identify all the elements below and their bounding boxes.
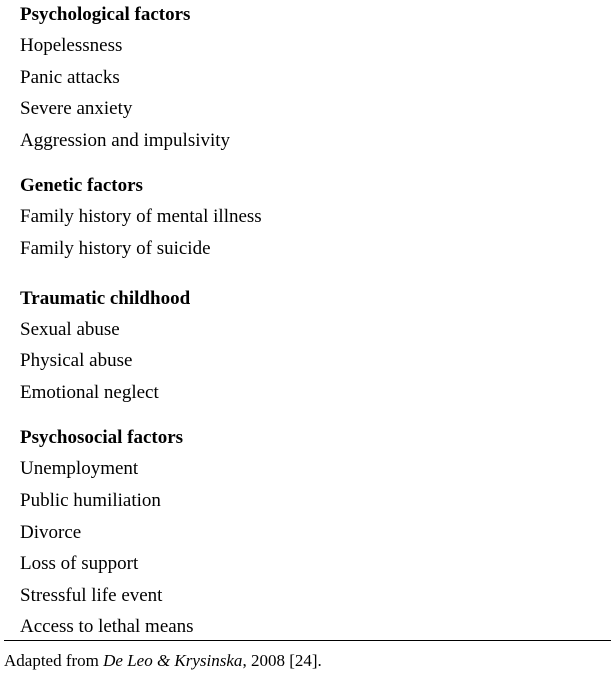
list-item: Stressful life event	[20, 584, 163, 606]
source-note-suffix: , 2008 [24].	[242, 651, 322, 670]
source-note	[4, 650, 322, 672]
list-item: Panic attacks	[20, 66, 120, 88]
group-spacer	[0, 265, 613, 283]
table-bottom-rule	[4, 640, 611, 641]
group-traumatic-childhood	[0, 283, 613, 409]
list-item: Severe anxiety	[20, 98, 133, 120]
list-item: Family history of suicide	[20, 237, 211, 259]
list-item: Access to lethal means	[20, 616, 194, 638]
group-heading: Genetic factors	[20, 175, 143, 197]
list-item: Divorce	[20, 521, 82, 543]
list-item: Aggression and impulsivity	[20, 129, 231, 151]
group-spacer	[0, 156, 613, 170]
group-heading: Psychological factors	[20, 4, 191, 25]
source-note-authors: De Leo & Krysinska	[103, 651, 243, 670]
group-spacer	[0, 408, 613, 422]
list-item: Loss of support	[20, 553, 139, 575]
list-item: Hopelessness	[20, 35, 123, 56]
list-item: Sexual abuse	[20, 318, 120, 340]
group-genetic	[0, 170, 613, 264]
list-item: Emotional neglect	[20, 381, 159, 403]
list-item: Public humiliation	[20, 489, 161, 511]
list-item: Unemployment	[20, 458, 139, 480]
list-item: Family history of mental illness	[20, 206, 262, 228]
group-psychological	[0, 0, 613, 156]
group-heading: Traumatic childhood	[20, 287, 191, 309]
group-heading: Psychosocial factors	[20, 427, 184, 449]
list-item: Physical abuse	[20, 350, 133, 372]
group-psychosocial	[0, 422, 613, 643]
source-note-prefix: Adapted from	[4, 651, 104, 670]
